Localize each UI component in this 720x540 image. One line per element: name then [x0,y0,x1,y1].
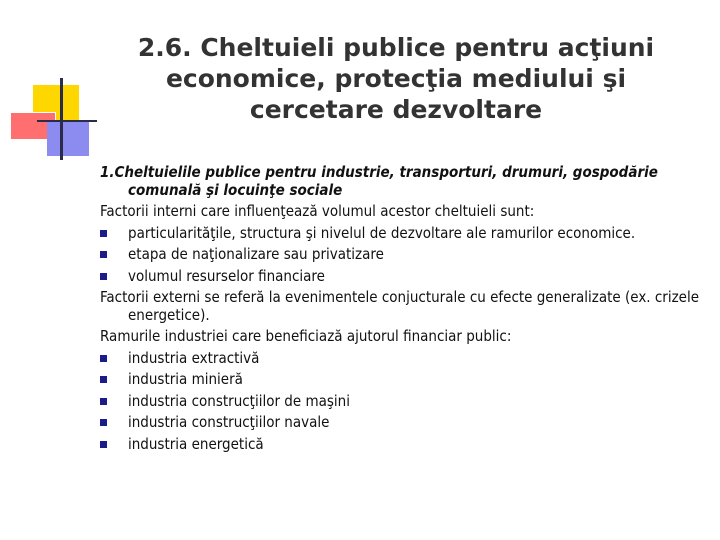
square-bullet-icon [100,225,128,243]
list-item: etapa de naţionalizare sau privatizare [100,246,700,264]
square-bullet-icon [100,436,128,454]
decor-blue-square [47,120,89,156]
list-item: industria extractivă [100,350,700,368]
branches-intro: Ramurile industriei care beneficiază ajutorul financiar public: [100,327,512,345]
list-item: industria minieră [100,371,700,389]
square-bullet-icon [100,246,128,264]
list-item: industria energetică [100,436,700,454]
list-item: industria construcţiilor de maşini [100,393,700,411]
square-bullet-icon [100,350,128,368]
decor-horizontal-line [37,120,97,122]
square-bullet-icon [100,393,128,411]
slide-content [100,164,700,457]
slide-title: 2.6. Cheltuieli publice pentru acţiuni economice, protecţia mediului şi cercetare dezvoltare [137,33,655,124]
list-item: particularităţile, structura şi nivelul de dezvoltare ale ramurilor economice. [100,225,700,243]
decor-vertical-line [60,78,63,160]
list-item: industria construcţiilor navale [100,414,700,432]
square-bullet-icon [100,414,128,432]
list-item: volumul resurselor financiare [100,268,700,286]
square-bullet-icon [100,371,128,389]
square-bullet-icon [100,268,128,286]
internal-factors-intro: Factorii interni care influenţează volumul acestor cheltuieli sunt: [100,202,535,220]
section-subheading: 1.Cheltuielile publice pentru industrie, transporturi, drumuri, gospodărie comunală şi locuinţe sociale [100,163,658,199]
external-factors-text: Factorii externi se referă la evenimentele conjucturale cu efecte generalizate (ex. crizele energetice). [100,288,700,324]
